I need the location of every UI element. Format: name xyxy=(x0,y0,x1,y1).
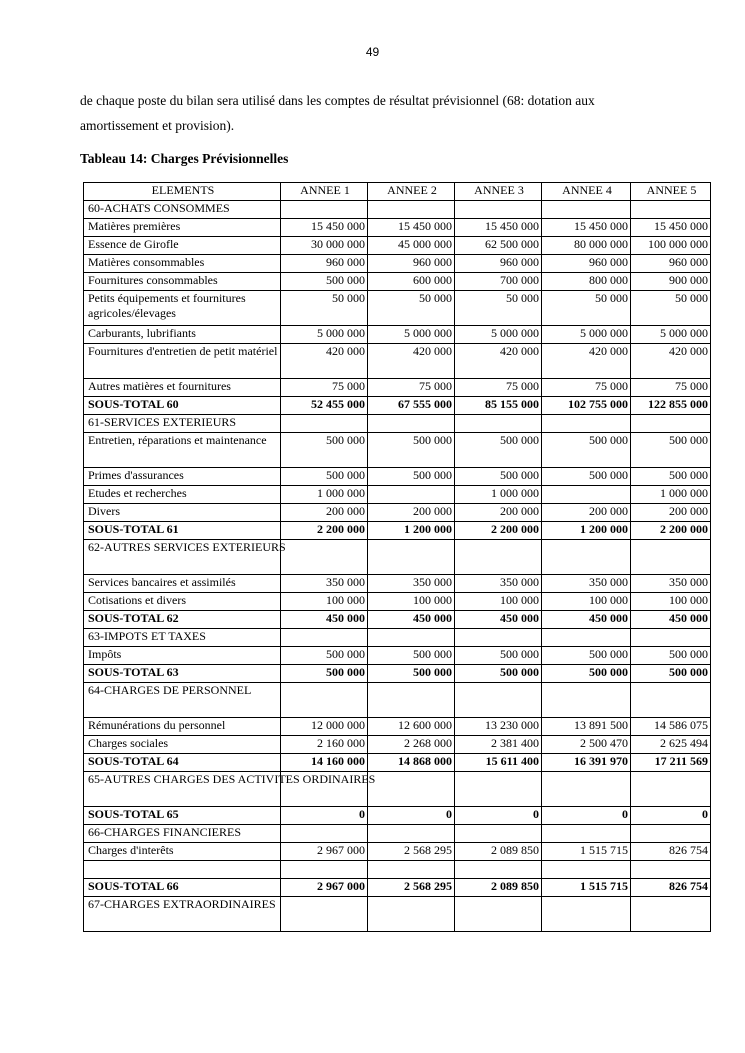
cell-annee-3: 200 000 xyxy=(455,504,542,522)
cell-annee-4: 13 891 500 xyxy=(542,718,631,736)
cell-annee-5 xyxy=(631,772,711,807)
cell-annee-3: 13 230 000 xyxy=(455,718,542,736)
row-label: Fournitures consommables xyxy=(84,273,281,291)
cell-annee-5 xyxy=(631,861,711,879)
header-annee-2: ANNEE 2 xyxy=(368,183,455,201)
row-label: 63-IMPOTS ET TAXES xyxy=(84,629,281,647)
table-row xyxy=(84,344,711,379)
charges-table-body xyxy=(84,201,711,932)
row-label: SOUS-TOTAL 60 xyxy=(84,397,281,415)
table-row xyxy=(84,736,711,754)
cell-annee-5: 450 000 xyxy=(631,611,711,629)
row-label: Impôts xyxy=(84,647,281,665)
cell-annee-5: 100 000 000 xyxy=(631,237,711,255)
cell-annee-3: 1 000 000 xyxy=(455,486,542,504)
row-label: 65-AUTRES CHARGES DES ACTIVITES ORDINAIRES xyxy=(84,772,281,807)
subtotal-row xyxy=(84,754,711,772)
cell-annee-3: 2 089 850 xyxy=(455,879,542,897)
cell-annee-1 xyxy=(281,683,368,718)
cell-annee-3: 500 000 xyxy=(455,468,542,486)
cell-annee-1 xyxy=(281,415,368,433)
header-annee-1: ANNEE 1 xyxy=(281,183,368,201)
row-label: Matières consommables xyxy=(84,255,281,273)
cell-annee-3: 500 000 xyxy=(455,647,542,665)
cell-annee-2: 350 000 xyxy=(368,575,455,593)
cell-annee-4: 16 391 970 xyxy=(542,754,631,772)
cell-annee-2: 67 555 000 xyxy=(368,397,455,415)
cell-annee-5: 826 754 xyxy=(631,843,711,861)
cell-annee-4 xyxy=(542,897,631,932)
cell-annee-2: 0 xyxy=(368,807,455,825)
cell-annee-1: 500 000 xyxy=(281,468,368,486)
cell-annee-5: 420 000 xyxy=(631,344,711,379)
table-row xyxy=(84,433,711,468)
cell-annee-1 xyxy=(281,861,368,879)
cell-annee-4: 500 000 xyxy=(542,665,631,683)
table-row xyxy=(84,486,711,504)
cell-annee-3 xyxy=(455,415,542,433)
cell-annee-4 xyxy=(542,201,631,219)
cell-annee-4: 960 000 xyxy=(542,255,631,273)
cell-annee-2: 50 000 xyxy=(368,291,455,326)
row-label: Carburants, lubrifiants xyxy=(84,326,281,344)
row-label: SOUS-TOTAL 66 xyxy=(84,879,281,897)
subtotal-row xyxy=(84,879,711,897)
cell-annee-2 xyxy=(368,201,455,219)
cell-annee-4: 500 000 xyxy=(542,433,631,468)
cell-annee-2 xyxy=(368,415,455,433)
subtotal-row xyxy=(84,397,711,415)
cell-annee-3: 500 000 xyxy=(455,665,542,683)
header-annee-5: ANNEE 5 xyxy=(631,183,711,201)
table-row xyxy=(84,504,711,522)
cell-annee-1 xyxy=(281,201,368,219)
cell-annee-1: 2 967 000 xyxy=(281,843,368,861)
row-label: Charges sociales xyxy=(84,736,281,754)
cell-annee-5: 14 586 075 xyxy=(631,718,711,736)
subtotal-row xyxy=(84,807,711,825)
cell-annee-1: 50 000 xyxy=(281,291,368,326)
row-label: 60-ACHATS CONSOMMES xyxy=(84,201,281,219)
cell-annee-4: 102 755 000 xyxy=(542,397,631,415)
cell-annee-4 xyxy=(542,629,631,647)
cell-annee-5 xyxy=(631,540,711,575)
table-row xyxy=(84,237,711,255)
cell-annee-3: 2 200 000 xyxy=(455,522,542,540)
cell-annee-1: 500 000 xyxy=(281,647,368,665)
cell-annee-1 xyxy=(281,629,368,647)
cell-annee-1: 75 000 xyxy=(281,379,368,397)
cell-annee-4: 75 000 xyxy=(542,379,631,397)
cell-annee-3: 62 500 000 xyxy=(455,237,542,255)
cell-annee-5 xyxy=(631,201,711,219)
cell-annee-4: 1 515 715 xyxy=(542,879,631,897)
cell-annee-4: 500 000 xyxy=(542,468,631,486)
row-label: Fournitures d'entretien de petit matériel xyxy=(84,344,281,379)
row-label: SOUS-TOTAL 65 xyxy=(84,807,281,825)
cell-annee-1: 14 160 000 xyxy=(281,754,368,772)
section-row xyxy=(84,540,711,575)
cell-annee-4: 420 000 xyxy=(542,344,631,379)
row-label: SOUS-TOTAL 62 xyxy=(84,611,281,629)
table-row xyxy=(84,255,711,273)
row-label: Primes d'assurances xyxy=(84,468,281,486)
cell-annee-3 xyxy=(455,861,542,879)
cell-annee-4: 1 515 715 xyxy=(542,843,631,861)
row-label: 62-AUTRES SERVICES EXTERIEURS xyxy=(84,540,281,575)
row-label: SOUS-TOTAL 64 xyxy=(84,754,281,772)
cell-annee-5: 500 000 xyxy=(631,468,711,486)
cell-annee-2 xyxy=(368,772,455,807)
table-caption: Tableau 14: Charges Prévisionnelles xyxy=(80,151,289,166)
cell-annee-3: 5 000 000 xyxy=(455,326,542,344)
row-label: 61-SERVICES EXTERIEURS xyxy=(84,415,281,433)
cell-annee-5: 500 000 xyxy=(631,665,711,683)
cell-annee-2: 15 450 000 xyxy=(368,219,455,237)
row-label: SOUS-TOTAL 63 xyxy=(84,665,281,683)
cell-annee-5 xyxy=(631,683,711,718)
cell-annee-5: 50 000 xyxy=(631,291,711,326)
cell-annee-4: 350 000 xyxy=(542,575,631,593)
cell-annee-2: 2 268 000 xyxy=(368,736,455,754)
row-label: Entretien, réparations et maintenance xyxy=(84,433,281,468)
header-annee-3: ANNEE 3 xyxy=(455,183,542,201)
cell-annee-4: 2 500 470 xyxy=(542,736,631,754)
cell-annee-3: 50 000 xyxy=(455,291,542,326)
cell-annee-5: 350 000 xyxy=(631,575,711,593)
cell-annee-5: 200 000 xyxy=(631,504,711,522)
table-row xyxy=(84,468,711,486)
row-label: Essence de Girofle xyxy=(84,237,281,255)
cell-annee-5 xyxy=(631,629,711,647)
cell-annee-3: 350 000 xyxy=(455,575,542,593)
table-row xyxy=(84,379,711,397)
cell-annee-1: 1 000 000 xyxy=(281,486,368,504)
row-label xyxy=(84,861,281,879)
cell-annee-5: 500 000 xyxy=(631,647,711,665)
cell-annee-5: 75 000 xyxy=(631,379,711,397)
cell-annee-4 xyxy=(542,861,631,879)
cell-annee-2: 420 000 xyxy=(368,344,455,379)
cell-annee-1: 500 000 xyxy=(281,433,368,468)
cell-annee-3: 450 000 xyxy=(455,611,542,629)
table-row xyxy=(84,718,711,736)
section-row xyxy=(84,683,711,718)
cell-annee-1: 100 000 xyxy=(281,593,368,611)
page-number: 49 xyxy=(365,45,380,59)
cell-annee-1: 450 000 xyxy=(281,611,368,629)
cell-annee-1: 30 000 000 xyxy=(281,237,368,255)
cell-annee-2 xyxy=(368,825,455,843)
cell-annee-1: 0 xyxy=(281,807,368,825)
row-label: Charges d'interêts xyxy=(84,843,281,861)
cell-annee-5 xyxy=(631,825,711,843)
table-row xyxy=(84,575,711,593)
cell-annee-4: 450 000 xyxy=(542,611,631,629)
cell-annee-2 xyxy=(368,897,455,932)
cell-annee-3: 2 089 850 xyxy=(455,843,542,861)
cell-annee-4 xyxy=(542,825,631,843)
header-annee-4: ANNEE 4 xyxy=(542,183,631,201)
cell-annee-5: 100 000 xyxy=(631,593,711,611)
cell-annee-5: 960 000 xyxy=(631,255,711,273)
cell-annee-2 xyxy=(368,861,455,879)
cell-annee-4: 0 xyxy=(542,807,631,825)
cell-annee-1: 200 000 xyxy=(281,504,368,522)
cell-annee-1: 15 450 000 xyxy=(281,219,368,237)
row-label: Autres matières et fournitures xyxy=(84,379,281,397)
cell-annee-5: 2 625 494 xyxy=(631,736,711,754)
cell-annee-5: 5 000 000 xyxy=(631,326,711,344)
cell-annee-4: 80 000 000 xyxy=(542,237,631,255)
table-row xyxy=(84,326,711,344)
charges-table xyxy=(83,182,711,932)
row-label: 67-CHARGES EXTRAORDINAIRES xyxy=(84,897,281,932)
cell-annee-1: 2 160 000 xyxy=(281,736,368,754)
cell-annee-3 xyxy=(455,897,542,932)
cell-annee-2: 2 568 295 xyxy=(368,879,455,897)
cell-annee-4: 800 000 xyxy=(542,273,631,291)
cell-annee-4 xyxy=(542,486,631,504)
table-row xyxy=(84,273,711,291)
row-label: 64-CHARGES DE PERSONNEL xyxy=(84,683,281,718)
table-row xyxy=(84,593,711,611)
cell-annee-5: 826 754 xyxy=(631,879,711,897)
cell-annee-5: 0 xyxy=(631,807,711,825)
cell-annee-4 xyxy=(542,415,631,433)
section-row xyxy=(84,772,711,807)
cell-annee-2 xyxy=(368,629,455,647)
cell-annee-4: 200 000 xyxy=(542,504,631,522)
spacer-row xyxy=(84,861,711,879)
cell-annee-5 xyxy=(631,415,711,433)
cell-annee-5: 15 450 000 xyxy=(631,219,711,237)
cell-annee-1: 12 000 000 xyxy=(281,718,368,736)
cell-annee-2: 14 868 000 xyxy=(368,754,455,772)
cell-annee-3 xyxy=(455,540,542,575)
cell-annee-1 xyxy=(281,540,368,575)
cell-annee-2 xyxy=(368,540,455,575)
cell-annee-2: 500 000 xyxy=(368,468,455,486)
cell-annee-5: 17 211 569 xyxy=(631,754,711,772)
cell-annee-3: 0 xyxy=(455,807,542,825)
header-elements: ELEMENTS xyxy=(84,183,281,201)
cell-annee-1: 350 000 xyxy=(281,575,368,593)
cell-annee-3: 500 000 xyxy=(455,433,542,468)
cell-annee-2: 1 200 000 xyxy=(368,522,455,540)
cell-annee-2: 5 000 000 xyxy=(368,326,455,344)
cell-annee-5: 1 000 000 xyxy=(631,486,711,504)
cell-annee-3: 420 000 xyxy=(455,344,542,379)
row-label: SOUS-TOTAL 61 xyxy=(84,522,281,540)
cell-annee-4: 5 000 000 xyxy=(542,326,631,344)
cell-annee-4 xyxy=(542,772,631,807)
table-row xyxy=(84,647,711,665)
section-row xyxy=(84,629,711,647)
row-label: Cotisations et divers xyxy=(84,593,281,611)
cell-annee-4: 100 000 xyxy=(542,593,631,611)
cell-annee-1: 500 000 xyxy=(281,273,368,291)
section-row xyxy=(84,897,711,932)
subtotal-row xyxy=(84,665,711,683)
cell-annee-3: 960 000 xyxy=(455,255,542,273)
cell-annee-2: 200 000 xyxy=(368,504,455,522)
cell-annee-3: 15 611 400 xyxy=(455,754,542,772)
cell-annee-4 xyxy=(542,540,631,575)
cell-annee-3: 15 450 000 xyxy=(455,219,542,237)
cell-annee-4: 1 200 000 xyxy=(542,522,631,540)
cell-annee-1: 420 000 xyxy=(281,344,368,379)
cell-annee-1: 52 455 000 xyxy=(281,397,368,415)
cell-annee-2: 500 000 xyxy=(368,665,455,683)
cell-annee-2: 75 000 xyxy=(368,379,455,397)
cell-annee-2: 450 000 xyxy=(368,611,455,629)
cell-annee-2: 600 000 xyxy=(368,273,455,291)
table-row xyxy=(84,219,711,237)
cell-annee-3 xyxy=(455,629,542,647)
cell-annee-1: 2 967 000 xyxy=(281,879,368,897)
cell-annee-2: 500 000 xyxy=(368,647,455,665)
cell-annee-1 xyxy=(281,897,368,932)
cell-annee-3: 75 000 xyxy=(455,379,542,397)
cell-annee-3 xyxy=(455,683,542,718)
cell-annee-3: 700 000 xyxy=(455,273,542,291)
row-label: Rémunérations du personnel xyxy=(84,718,281,736)
cell-annee-3 xyxy=(455,772,542,807)
cell-annee-1: 960 000 xyxy=(281,255,368,273)
cell-annee-5: 500 000 xyxy=(631,433,711,468)
row-label: Matières premières xyxy=(84,219,281,237)
cell-annee-1 xyxy=(281,825,368,843)
cell-annee-4: 500 000 xyxy=(542,647,631,665)
cell-annee-1: 5 000 000 xyxy=(281,326,368,344)
row-label: Services bancaires et assimilés xyxy=(84,575,281,593)
cell-annee-4: 50 000 xyxy=(542,291,631,326)
row-label: Divers xyxy=(84,504,281,522)
section-row xyxy=(84,825,711,843)
cell-annee-2: 100 000 xyxy=(368,593,455,611)
cell-annee-3 xyxy=(455,825,542,843)
cell-annee-5 xyxy=(631,897,711,932)
table-row xyxy=(84,291,711,326)
cell-annee-2: 500 000 xyxy=(368,433,455,468)
cell-annee-3: 2 381 400 xyxy=(455,736,542,754)
row-label: 66-CHARGES FINANCIERES xyxy=(84,825,281,843)
cell-annee-3 xyxy=(455,201,542,219)
cell-annee-1: 2 200 000 xyxy=(281,522,368,540)
row-label: Petits équipements et fournitures agricoles/élevages xyxy=(84,291,281,326)
cell-annee-5: 122 855 000 xyxy=(631,397,711,415)
cell-annee-2 xyxy=(368,486,455,504)
cell-annee-2: 45 000 000 xyxy=(368,237,455,255)
cell-annee-2 xyxy=(368,683,455,718)
row-label: Etudes et recherches xyxy=(84,486,281,504)
section-row xyxy=(84,201,711,219)
cell-annee-2: 2 568 295 xyxy=(368,843,455,861)
section-row xyxy=(84,415,711,433)
cell-annee-4: 15 450 000 xyxy=(542,219,631,237)
cell-annee-3: 100 000 xyxy=(455,593,542,611)
table-row xyxy=(84,843,711,861)
cell-annee-5: 900 000 xyxy=(631,273,711,291)
cell-annee-4 xyxy=(542,683,631,718)
cell-annee-3: 85 155 000 xyxy=(455,397,542,415)
subtotal-row xyxy=(84,611,711,629)
cell-annee-2: 12 600 000 xyxy=(368,718,455,736)
intro-paragraph: de chaque poste du bilan sera utilisé dans les comptes de résultat prévisionnel (68: dotation aux amortissement et provision). xyxy=(80,93,595,133)
cell-annee-1: 500 000 xyxy=(281,665,368,683)
cell-annee-5: 2 200 000 xyxy=(631,522,711,540)
table-header-row xyxy=(84,183,711,201)
cell-annee-2: 960 000 xyxy=(368,255,455,273)
subtotal-row xyxy=(84,522,711,540)
